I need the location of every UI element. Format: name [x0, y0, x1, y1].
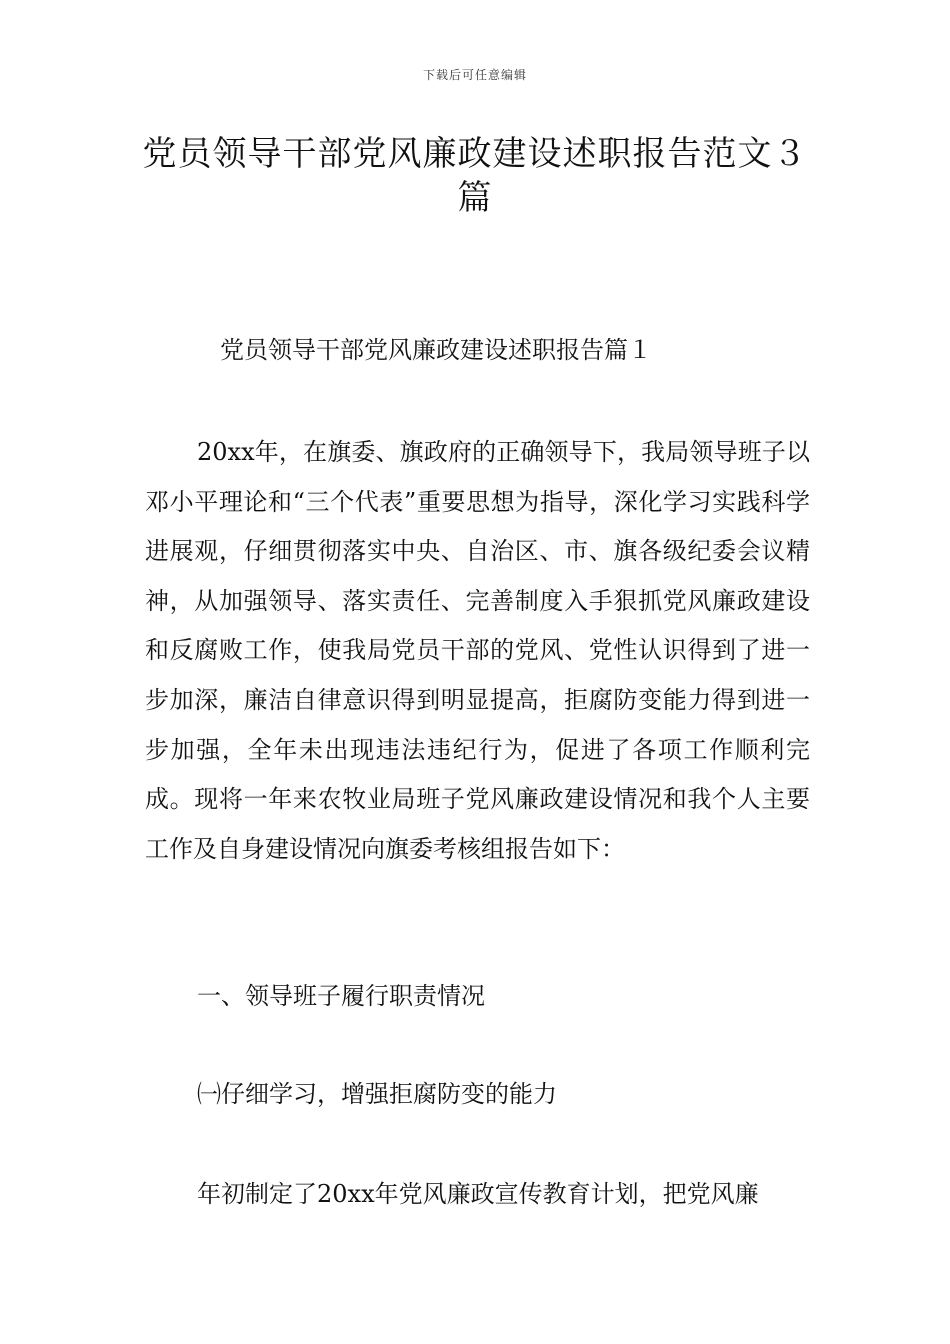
heading-leadership-duties: 一、领导班子履行职责情况	[197, 982, 485, 1010]
document-title: 党员领导干部党风廉政建设述职报告范文３篇	[142, 134, 808, 218]
subheading-study: ㈠仔细学习，增强拒腐防变的能力	[197, 1080, 557, 1108]
body-paragraph: 20xx年，在旗委、旗政府的正确领导下，我局领导班子以邓小平理论和“三个代表”重要思想为指导，深化学习实践科学进展观，仔细贯彻落实中央、自治区、市、旗各级纪委会议精神，从加强领导、落实责任、完善制度入手狠抓党风廉政建设和反腐败工作，使我局党员干部的党风、党性认识得到了进一步加深，廉洁自律意识得到明显提高，拒腐防变能力得到进一步加强，全年未出现违法违纪行为，促进了各项工作顺利完成。现将一年来农牧业局班子党风廉政建设情况和我个人主要工作及自身建设情况向旗委考核组报告如下：	[145, 438, 810, 863]
section-title: 党员领导干部党风廉政建设述职报告篇１	[220, 336, 652, 364]
body-paragraph-partial: 年初制定了20xx年党风廉政宣传教育计划，把党风廉	[197, 1180, 759, 1208]
header-note: 下载后可任意编辑	[422, 68, 527, 82]
